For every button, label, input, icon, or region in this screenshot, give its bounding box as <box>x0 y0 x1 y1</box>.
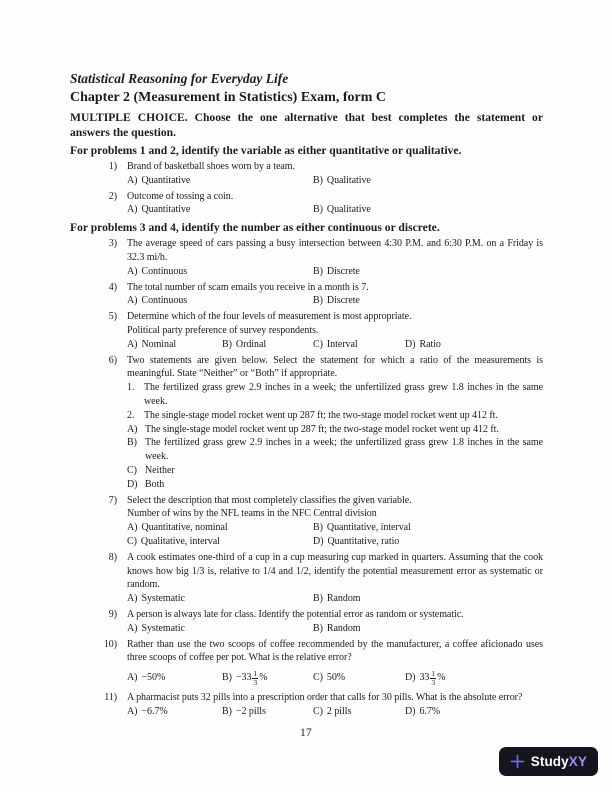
option-label: D) <box>405 705 416 717</box>
multiple-choice-instructions <box>70 110 543 140</box>
option-text: Random <box>326 622 361 634</box>
option-label: B) <box>127 437 137 449</box>
option-b <box>313 174 543 188</box>
option-text-pre: 33 <box>419 672 430 684</box>
question-stem: Determine which of the four levels of measurement is most appropriate. <box>127 311 412 323</box>
option-label: C) <box>313 672 323 684</box>
brand-xy: XY <box>568 754 587 769</box>
option-b <box>313 265 543 279</box>
question-number: 3) <box>108 238 117 250</box>
statement-text: The single-stage model rocket went up 287 ft; the two-stage model rocket went up 412 ft. <box>144 409 498 421</box>
question-number: 10) <box>103 638 117 650</box>
answer-options <box>127 423 543 492</box>
fraction-denominator: 3 <box>253 677 258 687</box>
option-label: C) <box>313 338 323 350</box>
question-8 <box>70 551 543 606</box>
answer-options <box>127 592 543 606</box>
option-label: C) <box>127 535 137 547</box>
option-label: B) <box>313 204 323 216</box>
fraction <box>430 670 436 687</box>
option-b <box>222 705 313 719</box>
option-label: B) <box>313 522 323 534</box>
instructions-line-1: MULTIPLE CHOICE. Choose the one alternative that best completes the statement or <box>70 111 543 124</box>
answer-options <box>127 667 543 689</box>
option-a <box>127 203 313 217</box>
option-label: D) <box>127 478 138 490</box>
brand-wordmark <box>531 754 587 769</box>
statement-label: 1. <box>127 382 135 394</box>
option-b <box>222 338 313 352</box>
option-b <box>313 521 543 535</box>
option-label: C) <box>127 464 137 476</box>
option-b <box>313 294 543 308</box>
option-label: A) <box>127 338 138 350</box>
question-stem: A cook estimates one-third of a cup in a cup measuring cup marked in quarters. Assuming that the cook knows how big 1/3 is, relative to 1/4 and 1/2, identify the potential measurement error as systematic or random. <box>127 551 543 591</box>
option-label: B) <box>222 705 232 717</box>
option-c <box>127 535 313 549</box>
option-text: Qualitative <box>326 204 371 216</box>
option-label: D) <box>313 535 324 547</box>
option-label: B) <box>313 593 323 605</box>
option-text: Neither <box>145 464 175 476</box>
option-label: B) <box>313 622 323 634</box>
option-label: B) <box>313 174 323 186</box>
section-heading-problems-3-4: For problems 3 and 4, identify the number as either continuous or discrete. <box>70 221 440 235</box>
option-text: Nominal <box>141 338 177 350</box>
option-b <box>313 622 543 636</box>
option-text: Discrete <box>326 265 360 277</box>
option-text: Qualitative <box>326 174 371 186</box>
question-number: 11) <box>104 692 117 704</box>
question-number: 2) <box>108 190 117 202</box>
statement-text: The fertilized grass grew 2.9 inches in a week; the unfertilized grass grew 1.8 inches in the same week. <box>144 382 543 407</box>
question-11 <box>70 691 543 719</box>
answer-options <box>127 294 543 308</box>
question-stem: The average speed of cars passing a busy intersection between 4:30 P.M. and 6:30 P.M. on a Friday is 32.3 mi/h. <box>127 238 543 263</box>
option-text: Ordinal <box>235 338 267 350</box>
option-d <box>127 478 543 492</box>
option-a <box>127 423 543 437</box>
question-1 <box>70 160 543 188</box>
option-a <box>127 294 313 308</box>
option-text: Ratio <box>419 338 441 350</box>
brand-study: Study <box>530 754 569 769</box>
question-6 <box>70 354 543 492</box>
question-2 <box>70 190 543 218</box>
option-label: A) <box>127 204 138 216</box>
option-c <box>313 338 405 352</box>
question-subtext: Political party preference of survey respondents. <box>127 324 319 336</box>
option-label: D) <box>405 338 416 350</box>
document-content <box>70 70 543 719</box>
question-number: 7) <box>108 494 117 506</box>
option-text-post: % <box>437 672 446 684</box>
question-stem: Rather than use the two scoops of coffee recommended by the manufacturer, a coffee aficionado uses three scoops of coffee per pot. What is the relative error? <box>127 638 543 664</box>
option-text: −50% <box>141 672 166 684</box>
statement-1 <box>127 381 543 409</box>
question-stem: A pharmacist puts 32 pills into a prescription order that calls for 30 pills. What is the absolute error? <box>127 692 523 704</box>
section-heading-problems-1-2: For problems 1 and 2, identify the variable as either quantitative or qualitative. <box>70 144 462 157</box>
option-d <box>313 535 543 549</box>
option-text: Discrete <box>326 295 360 307</box>
answer-options <box>127 521 543 549</box>
option-text: 50% <box>326 672 346 684</box>
option-c <box>313 671 405 685</box>
fraction <box>252 670 258 687</box>
question-7 <box>70 494 543 549</box>
fraction-denominator: 3 <box>431 677 436 687</box>
question-3 <box>70 237 543 278</box>
option-text: Continuous <box>141 265 188 277</box>
question-stem: Two statements are given below. Select the statement for which a ratio of the measurements is meaningful. State “Neither” or “Both” if appropriate. <box>127 354 543 380</box>
option-text: 6.7% <box>419 705 441 717</box>
option-a <box>127 265 313 279</box>
statement-2 <box>127 409 543 423</box>
book-title: Statistical Reasoning for Everyday Life <box>70 71 289 86</box>
option-label: B) <box>313 295 323 307</box>
option-text: Systematic <box>141 622 185 634</box>
question-10 <box>70 638 543 690</box>
answer-options <box>127 265 543 279</box>
question-number: 8) <box>108 551 117 563</box>
option-label: A) <box>127 295 138 307</box>
question-9 <box>70 608 543 636</box>
option-text: Both <box>145 478 165 490</box>
question-number: 9) <box>108 608 117 620</box>
fraction-numerator: 1 <box>431 668 436 678</box>
option-a <box>127 338 222 352</box>
answer-options <box>127 622 543 636</box>
option-label: A) <box>127 593 138 605</box>
question-4 <box>70 281 543 309</box>
option-d <box>405 338 543 352</box>
option-b <box>313 592 543 606</box>
option-d <box>405 705 543 719</box>
answer-options <box>127 705 543 719</box>
plus-icon <box>510 754 525 769</box>
option-label: A) <box>127 522 138 534</box>
question-number: 6) <box>108 354 117 366</box>
page-number: 17 <box>299 727 313 739</box>
option-text-post: % <box>259 672 268 684</box>
question-stem: Outcome of tossing a coin. <box>127 190 234 202</box>
option-text: Systematic <box>141 593 185 605</box>
option-label: B) <box>222 672 232 684</box>
question-subtext: Number of wins by the NFL teams in the NFC Central division <box>127 508 377 520</box>
option-label: A) <box>127 705 138 717</box>
option-a <box>127 705 222 719</box>
option-label: B) <box>313 265 323 277</box>
answer-options <box>127 203 543 217</box>
option-text: Quantitative <box>141 204 191 216</box>
option-label: B) <box>222 338 232 350</box>
option-label: C) <box>313 705 323 717</box>
option-a <box>127 671 222 685</box>
studyxy-badge[interactable] <box>499 747 598 776</box>
option-a <box>127 592 313 606</box>
option-a <box>127 622 313 636</box>
option-a <box>127 174 313 188</box>
option-text: −2 pills <box>235 705 266 717</box>
answer-options <box>127 338 543 352</box>
question-stem: Select the description that most completely classifies the given variable. <box>127 494 412 506</box>
option-label: A) <box>127 672 138 684</box>
option-b <box>222 670 313 687</box>
option-text: Quantitative, nominal <box>141 522 228 534</box>
option-text: Quantitative, interval <box>326 522 411 534</box>
option-text: Quantitative, ratio <box>327 535 400 547</box>
option-label: A) <box>127 174 138 186</box>
option-text: Qualitative, interval <box>140 535 220 547</box>
chapter-title: Chapter 2 (Measurement in Statistics) Exam, form C <box>70 90 386 105</box>
option-b <box>313 203 543 217</box>
option-text-pre: −33 <box>235 672 252 684</box>
option-text: The single-stage model rocket went up 287 ft; the two-stage model rocket went up 412 ft. <box>145 423 499 435</box>
question-number: 4) <box>108 281 117 293</box>
statement-label: 2. <box>127 409 135 421</box>
option-label: A) <box>127 423 138 435</box>
option-text: Interval <box>326 338 358 350</box>
option-text: Quantitative <box>141 174 191 186</box>
option-a <box>127 521 313 535</box>
question-stem: A person is always late for class. Identify the potential error as random or systematic. <box>127 608 464 620</box>
question-stem: Brand of basketball shoes worn by a team. <box>127 161 295 172</box>
option-text: −6.7% <box>141 705 168 717</box>
option-c <box>313 705 405 719</box>
option-text: Random <box>326 593 361 605</box>
option-b <box>127 436 543 464</box>
question-5 <box>70 310 543 351</box>
question-number: 1) <box>108 161 117 172</box>
instructions-line-2: answers the question. <box>70 126 176 139</box>
question-number: 5) <box>108 311 117 323</box>
option-label: A) <box>127 265 138 277</box>
fraction-numerator: 1 <box>253 668 258 678</box>
option-text: 2 pills <box>326 705 352 717</box>
option-text: The fertilized grass grew 2.9 inches in a week; the unfertilized grass grew 1.8 inches in the same week. <box>145 437 543 463</box>
option-d <box>405 670 543 687</box>
option-label: A) <box>127 622 138 634</box>
option-label: D) <box>405 672 416 684</box>
question-stem: The total number of scam emails you receive in a month is 7. <box>127 281 369 293</box>
option-text: Continuous <box>141 295 188 307</box>
answer-options <box>127 174 543 188</box>
option-c <box>127 464 543 478</box>
